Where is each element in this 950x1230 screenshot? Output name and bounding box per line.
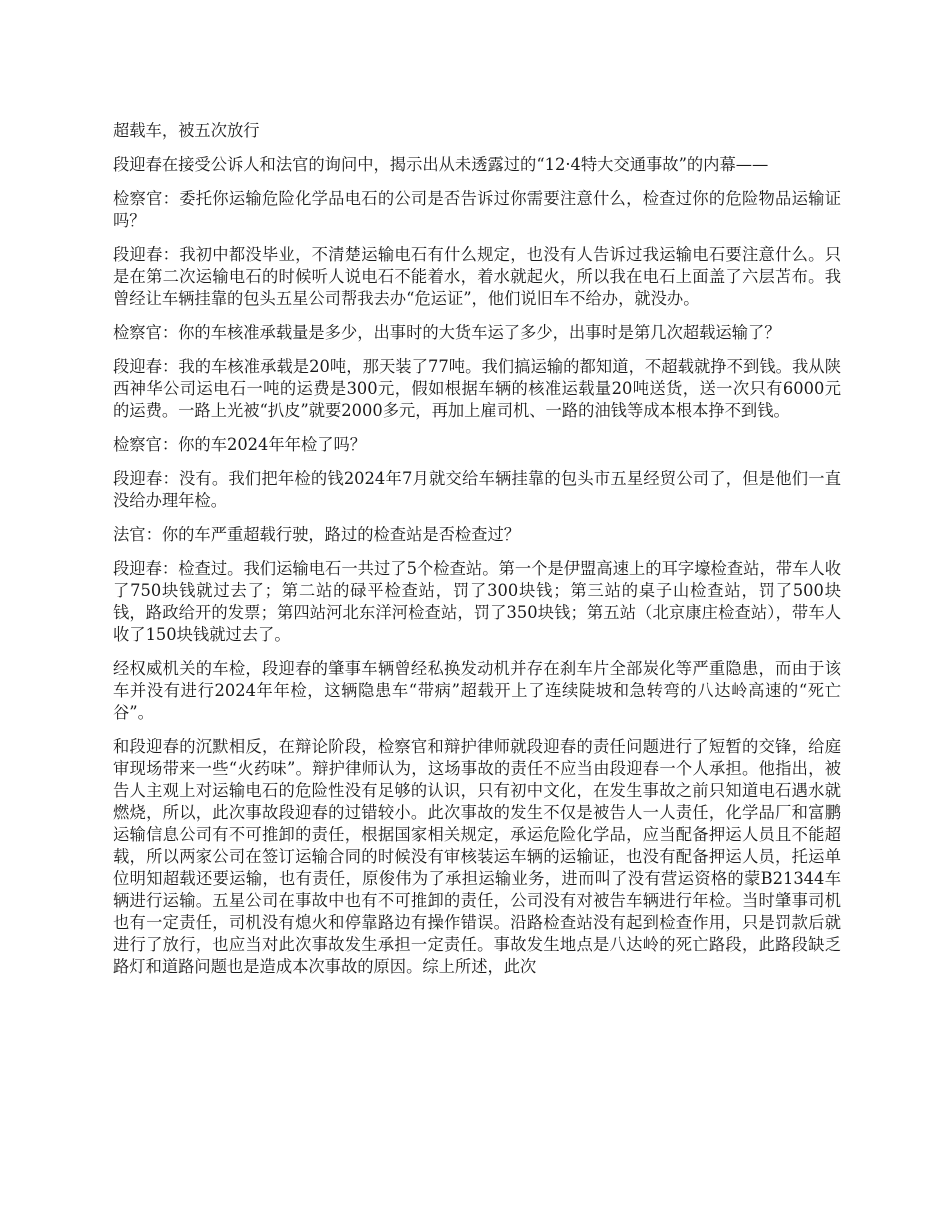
dialogue-paragraph: 段迎春：没有。我们把年检的钱2024年7月就交给车辆挂靠的包头市五星经贸公司了，但是他们一直没给办理年检。 <box>113 469 841 510</box>
intro-paragraph: 段迎春在接受公诉人和法官的询问中，揭示出从未透露过的“12·4特大交通事故”的内幕—— <box>113 155 769 174</box>
dialogue-paragraph: 检察官：委托你运输危险化学品电石的公司是否告诉过你需要注意什么，检查过你的危险物品运输证吗？ <box>113 189 841 230</box>
body-paragraph: 经权威机关的车检，段迎春的肇事车辆曾经私换发动机并存在刹车片全部炭化等严重隐患，而由于该车并没有进行2024年年检，这辆隐患车“带病”超载开上了连续陡坡和急转弯的八达岭高速的“死亡谷”。 <box>113 659 841 722</box>
body-paragraph: 和段迎春的沉默相反，在辩论阶段，检察官和辩护律师就段迎春的责任问题进行了短暂的交锋，给庭审现场带来一些“火药味”。辩护律师认为，这场事故的责任不应当由段迎春一个人承担。他指出，被告人主观上对运输电石的危险性没有足够的认识，只有初中文化，在发生事故之前只知道电石遇水就燃烧，所以，此次事故段迎春的过错较小。此次事故的发生不仅是被告人一人责任，化学品厂和富鹏运输信息公司有不可推卸的责任，根据国家相关规定，承运危险化学品，应当配备押运人员且不能超载，所以两家公司在签订运输合同的时候没有审核装运车辆的运输证，也没有配备押运人员，托运单位明知超载还要运输，也有责任，原俊伟为了承担运输业务，进而叫了没有营运资格的蒙B21344车辆进行运输。五星公司在事故中也有不可推卸的责任，公司没有对被告车辆进行年检。当时肇事司机也有一定责任，司机没有熄火和停靠路边有操作错误。沿路检查站没有起到检查作用，只是罚款后就进行了放行，也应当对此次事故发生承担一定责任。事故发生地点是八达岭的死亡路段，此路段缺乏路灯和道路问题也是造成本次事故的原因。综上所述，此次 <box>113 737 841 976</box>
dialogue-paragraph: 段迎春：我的车核准承载是20吨，那天装了77吨。我们搞运输的都知道，不超载就挣不到钱。我从陕西神华公司运电石一吨的运费是300元，假如根据车辆的核准运载量20吨送货，送一次只有6000元的运费。一路上光被“扒皮”就要2000多元，再加上雇司机、一路的油钱等成本根本挣不到钱。 <box>113 357 841 420</box>
document-body <box>113 120 841 990</box>
dialogue-paragraph: 检察官：你的车2024年年检了吗？ <box>113 435 367 454</box>
dialogue-paragraph: 法官：你的车严重超载行驶，路过的检查站是否检查过？ <box>113 525 521 544</box>
section-heading: 超载车，被五次放行 <box>113 121 260 140</box>
dialogue-paragraph: 检察官：你的车核准承载量是多少，出事时的大货车运了多少，出事时是第几次超载运输了？ <box>113 323 781 342</box>
dialogue-paragraph: 段迎春：检查过。我们运输电石一共过了5个检查站。第一个是伊盟高速上的耳字壕检查站，带车人收了750块钱就过去了；第二站的碌平检查站，罚了300块钱；第三站的桌子山检查站，罚了500块钱，路政给开的发票；第四站河北东洋河检查站，罚了350块钱；第五站（北京康庄检查站），带车人收了150块钱就过去了。 <box>113 559 841 644</box>
dialogue-paragraph: 段迎春：我初中都没毕业，不清楚运输电石有什么规定，也没有人告诉过我运输电石要注意什么。只是在第二次运输电石的时候听人说电石不能着水，着水就起火，所以我在电石上面盖了六层苫布。我曾经让车辆挂靠的包头五星公司帮我去办“危运证”，他们说旧车不给办，就没办。 <box>113 245 841 308</box>
